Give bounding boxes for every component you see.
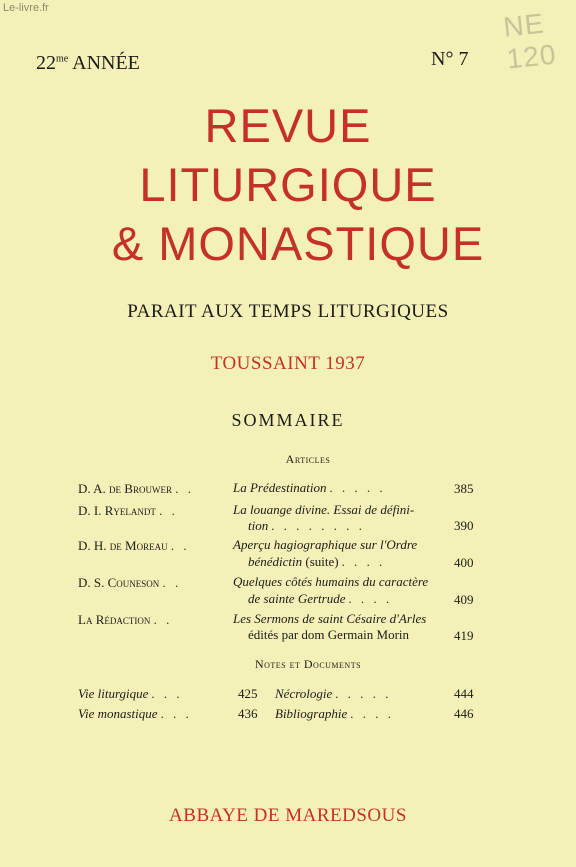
- article-title: Les Sermons de saint Césaire d'Arles: [233, 611, 427, 626]
- title-line-3: & MONASTIQUE: [111, 217, 485, 270]
- notes-page: 425: [238, 686, 258, 701]
- article-author: La Rédaction . .: [78, 612, 173, 627]
- year-superscript: me: [56, 53, 69, 65]
- article-title-continued: édités par dom Germain Morin: [248, 627, 410, 642]
- subtitle: PARAIT AUX TEMPS LITURGIQUES: [127, 301, 449, 322]
- watermark: Le-livre.fr: [3, 2, 49, 14]
- notes-item: Nécrologie . . . . .: [275, 686, 392, 701]
- notes-page: 436: [238, 706, 258, 721]
- year-label: [36, 52, 140, 75]
- article-title-continued: bénédictin (suite) . . . .: [248, 554, 386, 569]
- article-title: La louange divine. Essai de défini-: [233, 502, 415, 517]
- article-author: D. A. de Brouwer . .: [78, 481, 194, 496]
- article-page: 419: [454, 628, 474, 643]
- handwritten-note: NE 120: [501, 7, 558, 75]
- article-title: La Prédestination . . . . .: [233, 480, 387, 495]
- title-line-2: LITURGIQUE: [139, 158, 437, 211]
- article-title: Quelques côtés humains du caractère: [233, 574, 429, 589]
- title-line-1: REVUE: [204, 99, 372, 152]
- notes-item: Vie liturgique . . .: [78, 686, 183, 701]
- issue-number: N° 7: [431, 48, 469, 70]
- year-number: 22: [36, 52, 56, 74]
- notes-item: Vie monastique . . .: [78, 706, 193, 721]
- article-title-continued: de sainte Gertrude . . . .: [248, 591, 393, 606]
- article-page: 390: [454, 518, 474, 533]
- article-author: D. I. Ryelandt . .: [78, 503, 178, 518]
- notes-page: 446: [454, 706, 474, 721]
- article-title-continued: tion . . . . . . . .: [248, 518, 366, 533]
- article-author: D. S. Couneson . .: [78, 575, 182, 590]
- notes-item: Bibliographie . . . .: [275, 706, 395, 721]
- notes-page: 444: [454, 686, 474, 701]
- season-date: TOUSSAINT 1937: [210, 353, 366, 374]
- publisher: ABBAYE DE MAREDSOUS: [169, 805, 407, 826]
- article-page: 409: [454, 592, 474, 607]
- article-page: 400: [454, 555, 474, 570]
- year-word: ANNÉE: [72, 52, 140, 74]
- article-title: Aperçu hagiographique sur l'Ordre: [233, 537, 418, 552]
- article-page: 385: [454, 481, 474, 496]
- contents-heading: SOMMAIRE: [231, 410, 345, 430]
- section-heading-articles: Articles: [285, 452, 331, 466]
- article-author: D. H. de Moreau . .: [78, 538, 190, 553]
- section-heading-notes: Notes et Documents: [254, 657, 362, 671]
